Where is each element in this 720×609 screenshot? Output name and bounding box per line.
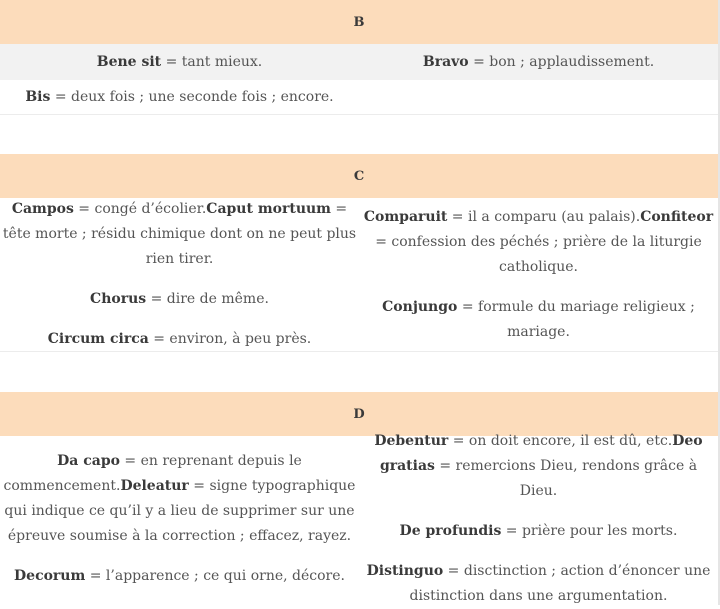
term: Da capo xyxy=(57,452,120,469)
glossary-entry xyxy=(90,287,269,312)
table-row xyxy=(0,432,718,604)
term: Confiteor xyxy=(640,208,714,225)
definition: = remercions Dieu, rendons grâce à Dieu. xyxy=(434,457,698,499)
term: Deleatur xyxy=(120,477,189,494)
term: Comparuit xyxy=(363,208,448,225)
table-row xyxy=(0,198,718,352)
definition: = congé d’écolier. xyxy=(73,201,207,217)
definition: = tant mieux. xyxy=(161,53,263,70)
section-letter: D xyxy=(353,406,365,422)
glossary-entry xyxy=(361,205,716,280)
glossary-entry xyxy=(423,50,654,75)
section-letter: C xyxy=(353,168,365,184)
glossary-entry xyxy=(361,295,716,345)
table-cell xyxy=(0,436,359,601)
glossary-entry xyxy=(2,197,357,272)
term: Circum circa xyxy=(47,331,149,347)
glossary-entry xyxy=(361,429,716,504)
term: Distinguo xyxy=(366,562,444,579)
table-cell xyxy=(0,198,359,351)
definition: = en reprenant depuis le commencement. xyxy=(3,452,302,494)
definition: = prière pour les morts. xyxy=(501,522,678,539)
term: De profundis xyxy=(399,522,502,539)
definition: = confession des péchés ; prière de la liturgie catholique. xyxy=(375,233,702,275)
definition: = disctinction ; action d’énoncer une distinction dans une argumentation. xyxy=(409,562,711,604)
table-cell xyxy=(359,198,718,351)
glossary-entry xyxy=(361,559,716,609)
table-cell xyxy=(359,44,718,80)
glossary-entry xyxy=(25,85,333,110)
term: Chorus xyxy=(90,291,147,307)
definition: = dire de même. xyxy=(146,291,269,307)
term: Decorum xyxy=(14,567,86,584)
section-letter: B xyxy=(353,14,365,30)
definition: = bon ; applaudissement. xyxy=(468,53,655,70)
term: Caput mortuum xyxy=(206,201,331,217)
definition: = l’apparence ; ce qui orne, décore. xyxy=(85,567,345,584)
definition: = signe typographique qui indique ce qu’il y a lieu de supprimer sur une épreuve soumise à la correction ; effacez, rayez. xyxy=(4,477,356,544)
glossary-entry xyxy=(48,327,312,352)
section-header-c xyxy=(0,154,718,198)
section-header-b xyxy=(0,0,718,44)
term: Debentur xyxy=(374,432,449,449)
glossary-entry xyxy=(97,50,262,75)
table-cell xyxy=(0,44,359,80)
glossary-entry xyxy=(14,564,345,589)
definition: = formule du mariage religieux ; mariage. xyxy=(457,298,695,340)
glossary-entry xyxy=(2,449,357,549)
term: Bravo xyxy=(422,53,469,70)
definition: = deux fois ; une seconde fois ; encore. xyxy=(50,88,334,105)
table-cell xyxy=(0,80,359,114)
term: Bis xyxy=(25,88,51,105)
definition: = environ, à peu près. xyxy=(148,331,312,347)
term: Campos xyxy=(11,201,74,217)
definition: = on doit encore, il est dû, etc. xyxy=(448,432,673,449)
term: Bene sit xyxy=(96,53,162,70)
definition: = il a comparu (au palais). xyxy=(447,208,641,225)
term: Conjungo xyxy=(382,298,458,315)
term: Deo gratias xyxy=(379,432,703,474)
table-cell xyxy=(359,432,718,604)
glossary-entry xyxy=(400,519,678,544)
table-row xyxy=(0,80,718,115)
definition: = tête morte ; résidu chimique dont on ne peut plus rien tirer. xyxy=(2,201,357,267)
table-cell xyxy=(359,80,718,114)
table-row xyxy=(0,44,718,80)
